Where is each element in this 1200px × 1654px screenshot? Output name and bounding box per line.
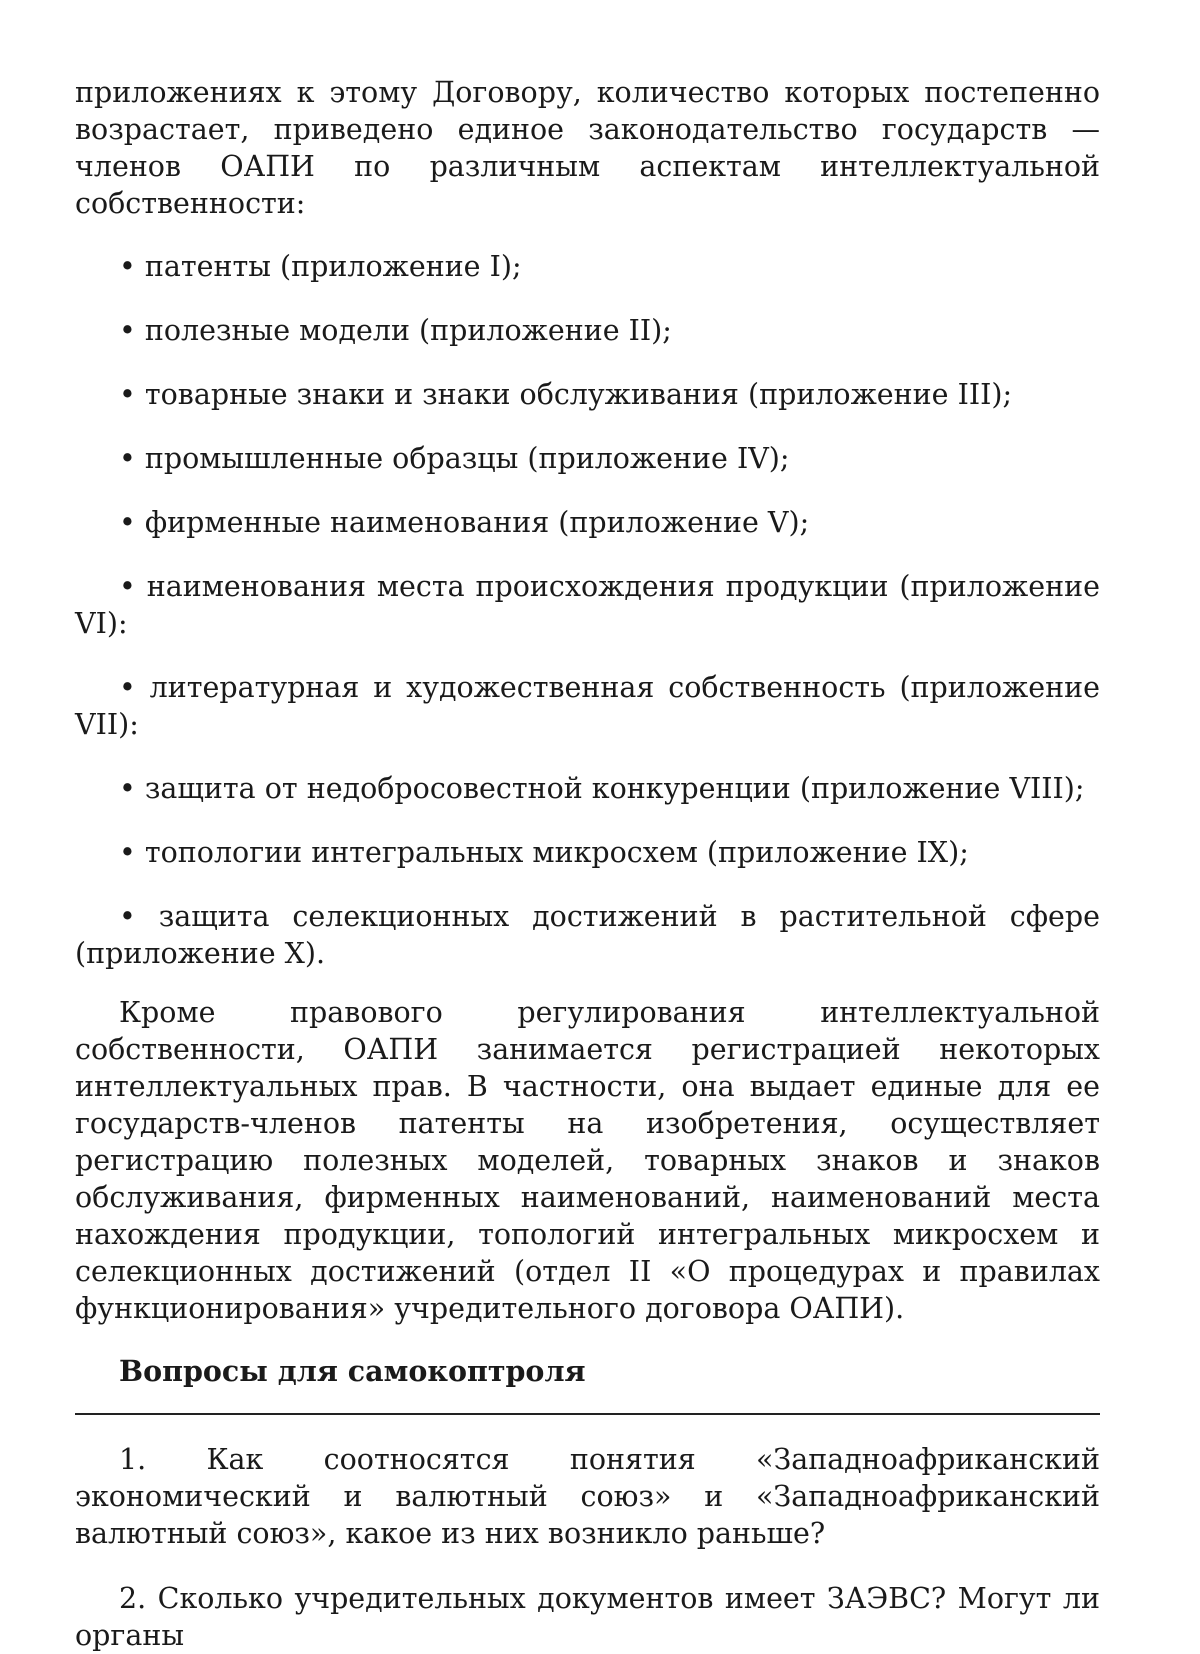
list-item-utility-models: • полезные модели (приложение II); — [119, 314, 672, 347]
body-paragraph: Кроме правового регулирования интеллектуальной собственности, ОАПИ занимается регистрацией некоторых интеллектуальных прав. В частности, она выдает единые для ее государств-членов патенты на изобретения, осуществляет регистрацию полезных моделей, товарных знаков и знаков обслуживания, фирменных наименований, наименований места нахождения продукции, топологий интегральных микросхем и селекционных достижений (отдел II «О процедурах и правилах функционирования» учредительного договора ОАПИ). — [75, 996, 1100, 1325]
list-item-trade-names: • фирменные наименования (приложение V); — [119, 506, 810, 539]
list-item-literary-artistic-property: • литературная и художественная собственность (приложение VII): — [75, 671, 1100, 741]
section-heading: Вопросы для самокоптроля — [119, 1354, 586, 1388]
list-item-industrial-designs: • промышленные образцы (приложение IV); — [119, 442, 790, 475]
document-page — [75, 74, 1100, 1654]
list-item-patents: • патенты (приложение I); — [119, 250, 522, 283]
horizontal-divider — [75, 1413, 1100, 1415]
list-item-unfair-competition: • защита от недобросовестной конкуренции (приложение VIII); — [119, 772, 1085, 805]
question-2: 2. Сколько учредительных документов имеет ЗАЭВС? Могут ли органы — [75, 1582, 1100, 1652]
list-item-plant-varieties: • защита селекционных достижений в растительной сфере (приложение X). — [75, 900, 1100, 970]
list-item-trademarks: • товарные знаки и знаки обслуживания (приложение III); — [119, 378, 1013, 411]
question-1: 1. Как соотносятся понятия «Западноафриканский экономический и валютный союз» и «Западноафриканский валютный союз», какое из них возникло раньше? — [75, 1443, 1100, 1550]
list-item-appellations-of-origin: • наименования места происхождения продукции (приложение VI): — [75, 570, 1100, 640]
intro-paragraph: приложениях к этому Договору, количество которых постепенно возрастает, приведено единое законодательство государств — членов ОАПИ по различным аспектам интеллектуальной собственности: — [75, 76, 1100, 220]
list-item-layout-designs: • топологии интегральных микросхем (приложение IX); — [119, 836, 969, 869]
